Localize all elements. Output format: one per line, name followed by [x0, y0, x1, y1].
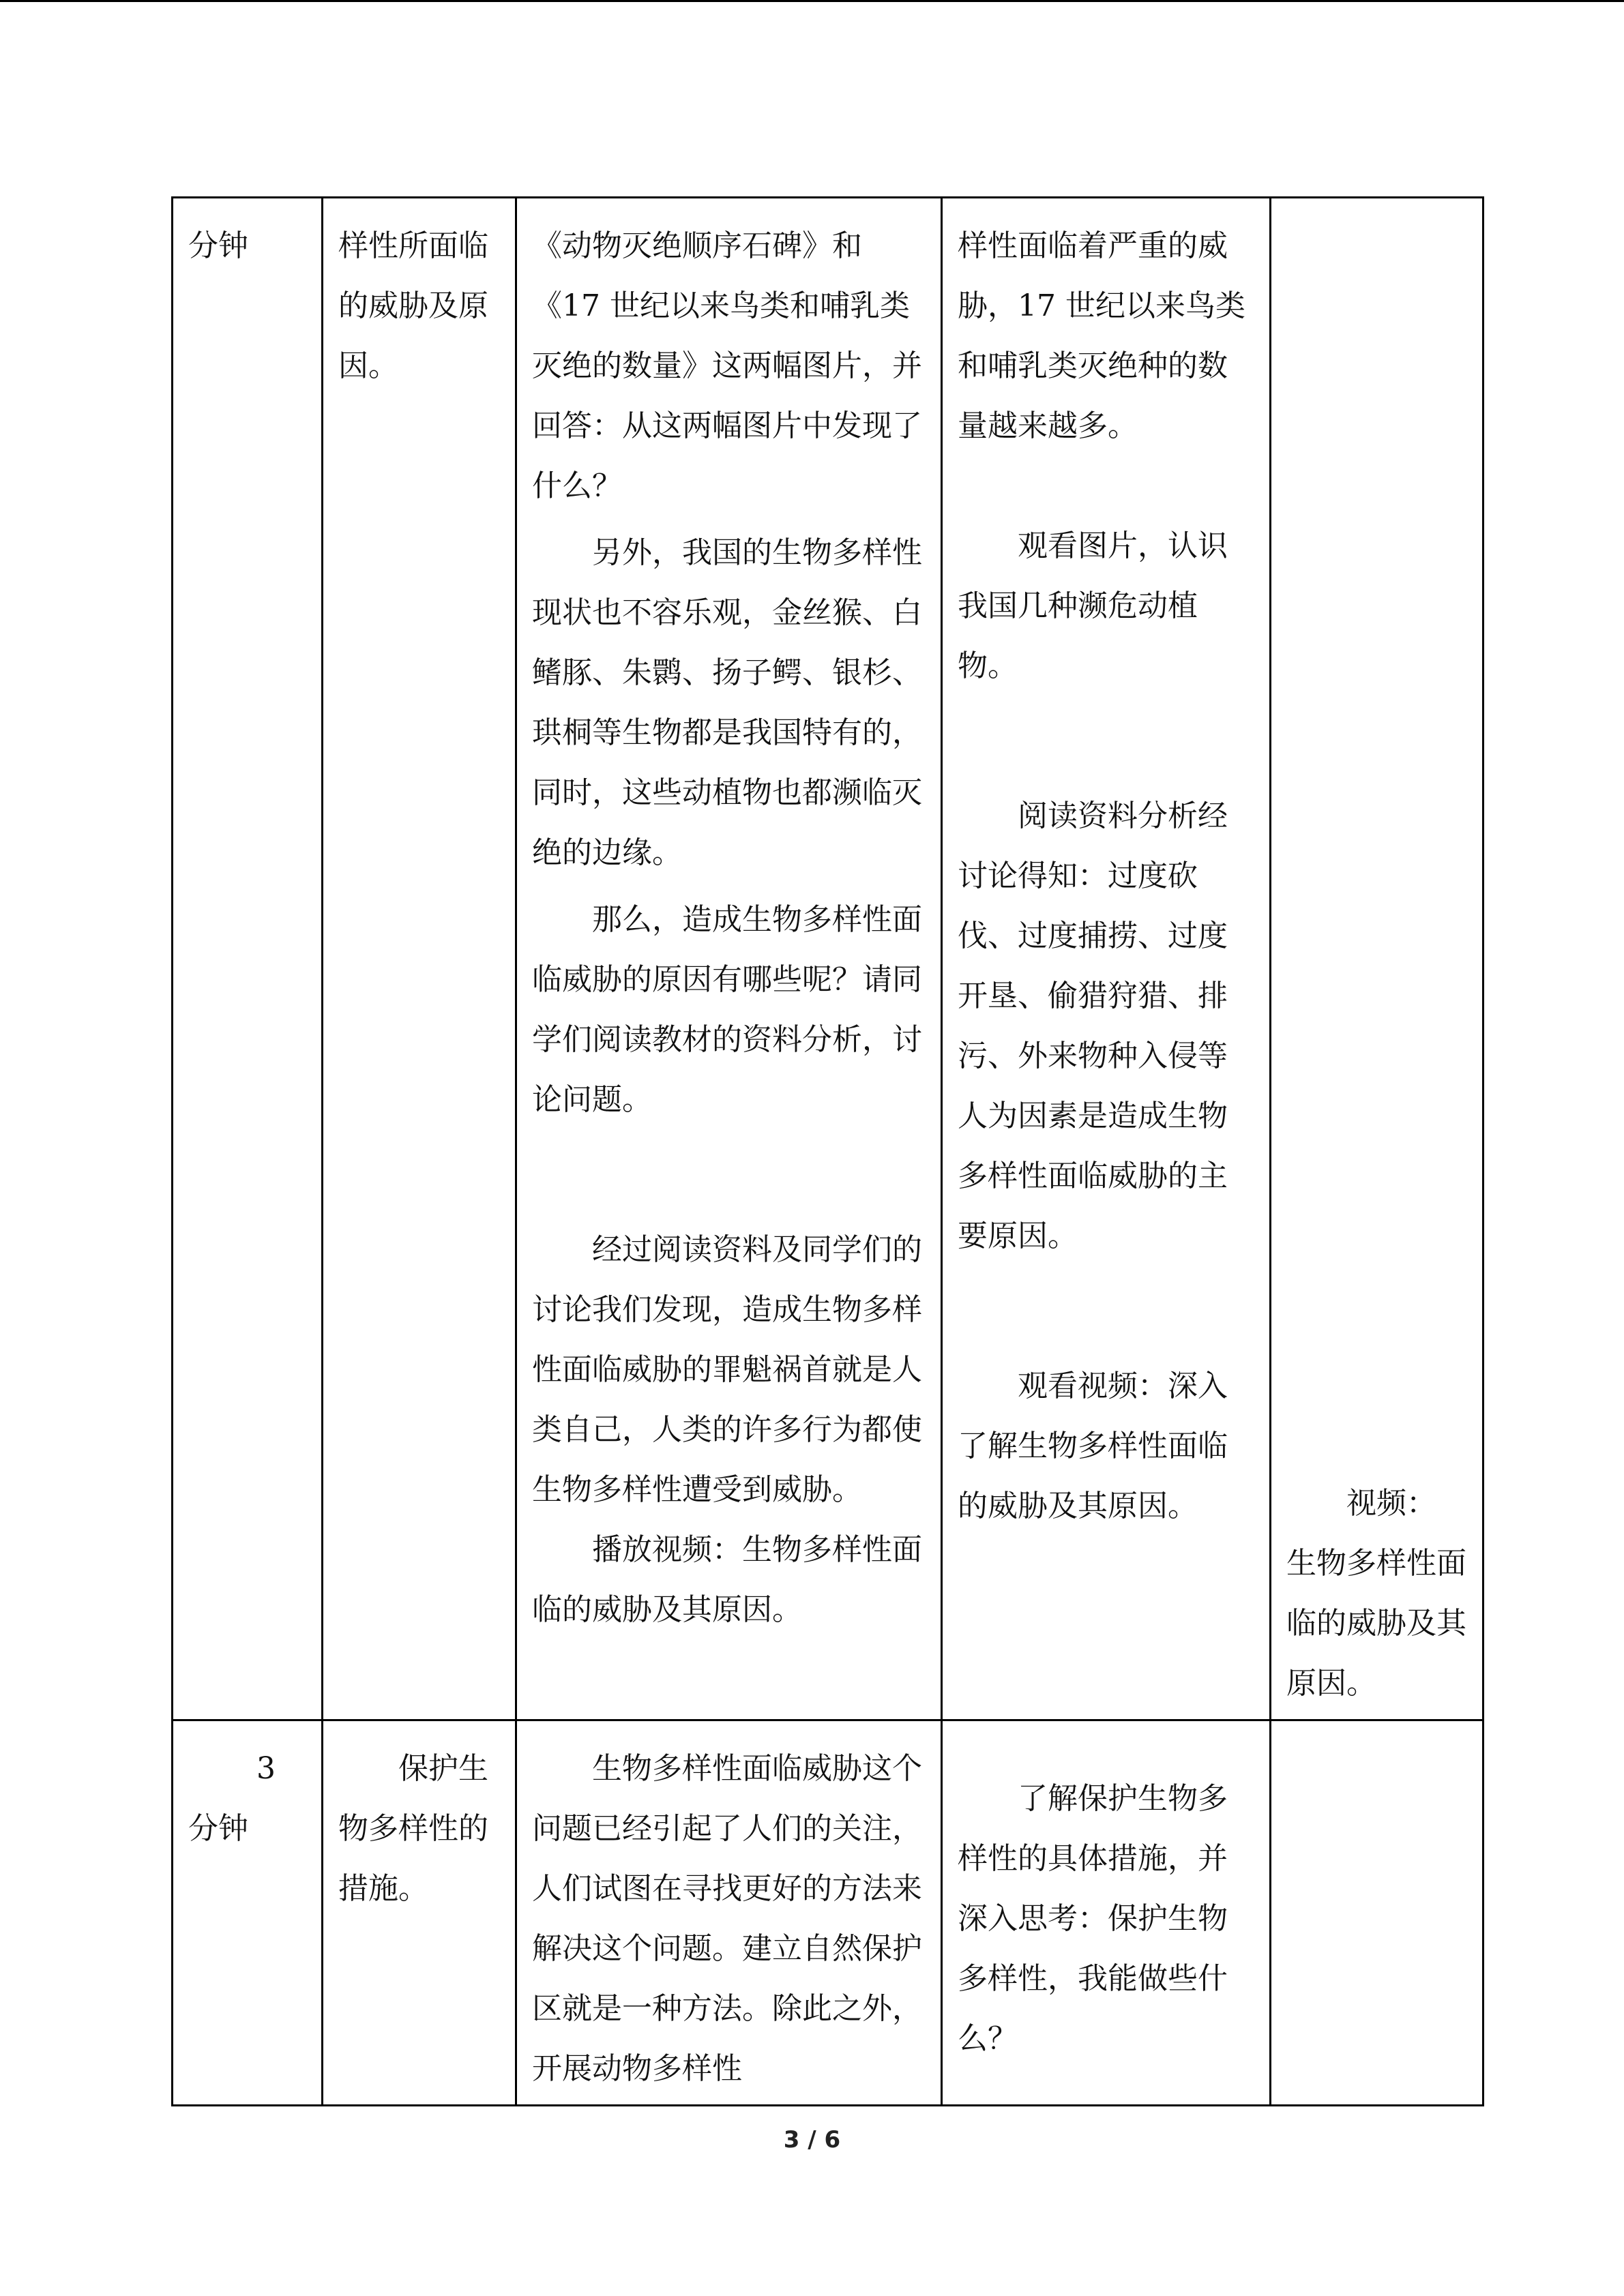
student-activity-cell: [942, 198, 1271, 1720]
teacher-paragraph: 那么，造成生物多样性面临威胁的原因有哪些呢？请同学们阅读教材的资料分析，讨论问题。: [532, 902, 922, 1117]
time-text: 分钟: [188, 228, 248, 263]
student-paragraph: 阅读资料分析经讨论得知：过度砍伐、过度捕捞、过度开垦、偷猎狩猎、排污、外来物种入侵等人为因素是造成生物多样性面临威胁的主要原因。: [958, 799, 1228, 1253]
time-cell: [173, 1720, 323, 2106]
topic-text: 样性所面临的威胁及原因。: [338, 228, 488, 383]
resource-label: 视频：: [1346, 1486, 1436, 1521]
teacher-activity-cell: [516, 198, 942, 1720]
teacher-paragraph: 另外，我国的生物多样性现状也不容乐观，金丝猴、白鳍豚、朱鹮、扬子鳄、银杉、珙桐等生物都是我国特有的，同时，这些动植物也都濒临灭绝的边缘。: [532, 535, 922, 870]
resource-cell: [1271, 198, 1483, 1720]
table-row: [173, 198, 1483, 1720]
student-paragraph: 观看视频：深入了解生物多样性面临的威胁及其原因。: [958, 1369, 1228, 1523]
student-paragraph: 观看图片，认识我国几种濒危动植物。: [958, 528, 1228, 683]
student-paragraph: 了解保护生物多样性的具体措施，并深入思考：保护生物多样性，我能做些什么？: [958, 1781, 1228, 2056]
teacher-paragraph: 生物多样性面临威胁这个问题已经引起了人们的关注，人们试图在寻找更好的方法来解决这个问题。建立自然保护区就是一种方法。除此之外，开展动物多样性: [532, 1751, 922, 2086]
topic-cell: [323, 1720, 516, 2106]
teacher-paragraph: 经过阅读资料及同学们的讨论我们发现，造成生物多样性面临威胁的罪魁祸首就是人类自己，人类的许多行为都使生物多样性遭受到威胁。: [532, 1232, 922, 1507]
page-number: 3 / 6: [783, 2126, 841, 2153]
lesson-plan-table: [171, 196, 1484, 2106]
table-row: [173, 1720, 1483, 2106]
topic-cell: [323, 198, 516, 1720]
teacher-paragraph: 《动物灭绝顺序石碑》和《17 世纪以来鸟类和哺乳类灭绝的数量》这两幅图片，并回答：从这两幅图片中发现了什么？: [532, 228, 922, 503]
student-paragraph: 样性面临着严重的威胁，17 世纪以来鸟类和哺乳类灭绝种的数量越来越多。: [958, 228, 1245, 443]
time-number: 3: [256, 1751, 276, 1786]
time-cell: [173, 198, 323, 1720]
student-activity-cell: [942, 1720, 1271, 2106]
teacher-paragraph: 播放视频：生物多样性面临的威胁及其原因。: [532, 1532, 922, 1627]
teacher-activity-cell: [516, 1720, 942, 2106]
time-unit: 分钟: [188, 1811, 248, 1846]
resource-text: 生物多样性面临的威胁及其原因。: [1286, 1546, 1466, 1701]
resource-cell: [1271, 1720, 1483, 2106]
topic-text: 保护生物多样性的措施。: [338, 1751, 488, 1906]
